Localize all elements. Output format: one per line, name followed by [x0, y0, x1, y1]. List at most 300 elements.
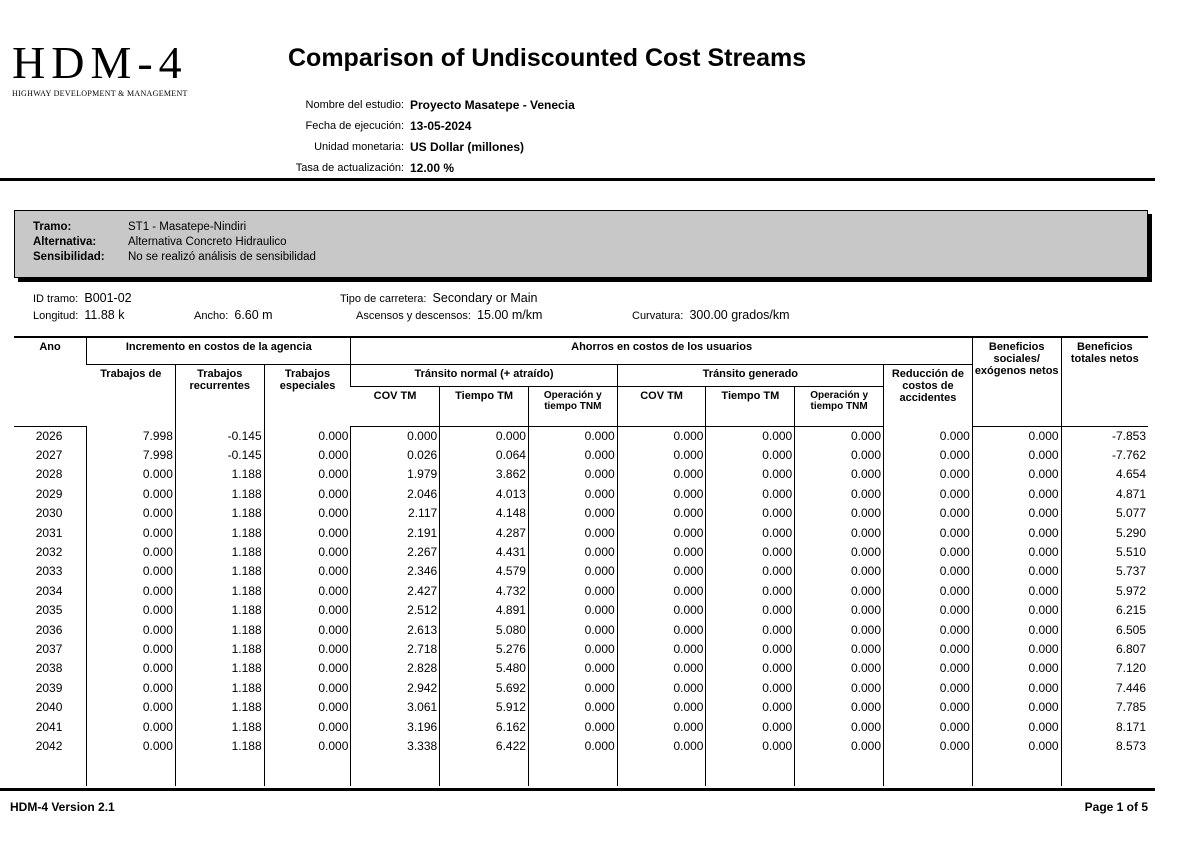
value-cell: 0.000: [706, 465, 795, 484]
sensibilidad-label: Sensibilidad:: [33, 251, 105, 263]
value-cell: 0.000: [795, 465, 884, 484]
value-cell: 0.000: [972, 639, 1061, 658]
value-cell: -7.853: [1061, 426, 1148, 445]
value-cell: 0.000: [617, 445, 706, 464]
value-cell: 0.000: [617, 523, 706, 542]
value-cell: 0.000: [528, 562, 617, 581]
value-cell: 0.000: [528, 601, 617, 620]
value-cell: 0.000: [528, 426, 617, 445]
value-cell: 0.000: [264, 484, 351, 503]
value-cell: 0.000: [528, 736, 617, 755]
value-cell: 0.000: [528, 445, 617, 464]
value-cell: 0.000: [884, 620, 973, 639]
table-row: [14, 562, 1148, 581]
value-cell: 5.077: [1061, 504, 1148, 523]
table-row: [14, 504, 1148, 523]
value-cell: 0.000: [795, 601, 884, 620]
value-cell: 4.891: [440, 601, 529, 620]
value-cell: 0.000: [617, 426, 706, 445]
value-cell: 0.000: [884, 639, 973, 658]
value-cell: 0.000: [706, 736, 795, 755]
value-cell: 4.579: [440, 562, 529, 581]
value-cell: 0.000: [972, 426, 1061, 445]
section-tramo: [33, 221, 246, 233]
year-cell: 2040: [35, 700, 63, 715]
value-cell: 0.000: [528, 717, 617, 736]
value-cell: 0.000: [706, 581, 795, 600]
meta-label: Fecha de ejecución:: [305, 119, 404, 132]
empty-cell: [351, 756, 440, 786]
value-cell: 5.912: [440, 697, 529, 716]
info-longitud: [33, 308, 124, 322]
value-cell: 0.000: [528, 697, 617, 716]
year-cell: 2034: [35, 583, 63, 598]
value-cell: 0.000: [795, 678, 884, 697]
value-cell: 4.287: [440, 523, 529, 542]
value-cell: 0.000: [795, 581, 884, 600]
info-id-tramo: [33, 291, 132, 305]
value-cell: 6.162: [440, 717, 529, 736]
value-cell: 0.000: [264, 523, 351, 542]
version-label: HDM-4 Version 2.1: [10, 800, 115, 814]
value-cell: 7.998: [87, 426, 176, 445]
col-group-agencia: Incremento en costos de la agencia: [87, 338, 351, 364]
value-cell: 0.000: [706, 697, 795, 716]
value-cell: 0.000: [87, 562, 176, 581]
value-cell: 0.000: [87, 523, 176, 542]
table-body: [14, 426, 1148, 786]
logo-subtitle: HIGHWAY DEVELOPMENT & MANAGEMENT: [12, 89, 188, 98]
value-cell: 0.000: [617, 601, 706, 620]
value-cell: 0.000: [264, 736, 351, 755]
col-header-trabajos-de: [87, 364, 176, 426]
value-cell: 0.000: [884, 523, 973, 542]
value-cell: 1.188: [175, 465, 264, 484]
year-cell: 2033: [35, 564, 63, 579]
col-header-operacion-normal: Operación y tiempo TNM: [528, 386, 617, 426]
value-cell: 0.000: [884, 736, 973, 755]
value-cell: 1.188: [175, 581, 264, 600]
empty-cell: [528, 756, 617, 786]
curvatura-value: 300.00 grados/km: [689, 308, 790, 322]
table-row: [14, 601, 1148, 620]
curvatura-label: Curvatura:: [632, 310, 684, 322]
value-cell: 1.979: [351, 465, 440, 484]
value-cell: 0.000: [617, 717, 706, 736]
value-cell: 0.000: [972, 581, 1061, 600]
value-cell: -0.145: [175, 445, 264, 464]
info-tipo-carretera: [340, 291, 537, 305]
table-row: [14, 620, 1148, 639]
col-group-transito-normal: Tránsito normal (+ atraído): [351, 364, 617, 386]
value-cell: 0.000: [884, 659, 973, 678]
value-cell: 1.188: [175, 717, 264, 736]
footer-rule: [0, 788, 1155, 791]
value-cell: 0.000: [87, 717, 176, 736]
meta-run-date: [270, 115, 575, 136]
value-cell: 0.000: [617, 678, 706, 697]
value-cell: 1.188: [175, 736, 264, 755]
value-cell: 0.000: [617, 465, 706, 484]
table-row: [14, 484, 1148, 503]
value-cell: 0.026: [351, 445, 440, 464]
page-number: Page 1 of 5: [1084, 800, 1148, 814]
value-cell: 0.000: [972, 504, 1061, 523]
value-cell: 0.064: [440, 445, 529, 464]
ancho-value: 6.60 m: [234, 308, 273, 322]
value-cell: 0.000: [528, 659, 617, 678]
table-row: [14, 639, 1148, 658]
empty-cell: [706, 756, 795, 786]
value-cell: 0.000: [972, 678, 1061, 697]
value-cell: 0.000: [884, 426, 973, 445]
meta-value: 12.00 %: [410, 160, 455, 175]
value-cell: 0.000: [884, 678, 973, 697]
value-cell: 0.000: [972, 542, 1061, 561]
value-cell: 2.942: [351, 678, 440, 697]
value-cell: 0.000: [795, 620, 884, 639]
value-cell: 0.000: [884, 445, 973, 464]
value-cell: 0.000: [264, 504, 351, 523]
value-cell: 0.000: [617, 736, 706, 755]
value-cell: 0.000: [884, 601, 973, 620]
value-cell: 0.000: [264, 562, 351, 581]
value-cell: 0.000: [884, 581, 973, 600]
col-header-cov-generado: COV TM: [617, 386, 706, 426]
value-cell: 5.276: [440, 639, 529, 658]
logo-wordmark: HDM-4: [12, 37, 188, 88]
value-cell: 1.188: [175, 504, 264, 523]
value-cell: 0.000: [87, 659, 176, 678]
value-cell: 0.000: [351, 426, 440, 445]
value-cell: 0.000: [264, 581, 351, 600]
empty-cell: [14, 756, 87, 786]
section-sensibilidad: [33, 251, 316, 263]
value-cell: 0.000: [972, 659, 1061, 678]
value-cell: 4.871: [1061, 484, 1148, 503]
meta-label: Tasa de actualización:: [295, 161, 404, 174]
value-cell: 0.000: [617, 542, 706, 561]
year-cell: 2036: [35, 622, 63, 637]
value-cell: 5.692: [440, 678, 529, 697]
value-cell: 0.000: [87, 484, 176, 503]
year-cell: 2031: [35, 525, 63, 540]
value-cell: 0.000: [972, 523, 1061, 542]
value-cell: 0.000: [617, 484, 706, 503]
year-cell: 2027: [35, 448, 63, 463]
col-header-operacion-generado: Operación y tiempo TNM: [795, 386, 884, 426]
value-cell: 2.117: [351, 504, 440, 523]
col-header-reduccion: [884, 364, 973, 426]
tipo-value: Secondary or Main: [432, 291, 538, 305]
value-cell: 0.000: [884, 542, 973, 561]
value-cell: 1.188: [175, 523, 264, 542]
value-cell: -7.762: [1061, 445, 1148, 464]
value-cell: 1.188: [175, 542, 264, 561]
year-cell: 2037: [35, 641, 63, 656]
ascensos-value: 15.00 m/km: [477, 308, 543, 322]
value-cell: -0.145: [175, 426, 264, 445]
empty-cell: [972, 756, 1061, 786]
table-row: [14, 697, 1148, 716]
value-cell: 7.998: [87, 445, 176, 464]
value-cell: 0.000: [795, 426, 884, 445]
year-cell: 2039: [35, 680, 63, 695]
empty-cell: [87, 756, 176, 786]
value-cell: 0.000: [795, 639, 884, 658]
value-cell: 0.000: [617, 581, 706, 600]
report-meta: [270, 94, 575, 178]
value-cell: 2.267: [351, 542, 440, 561]
section-info-box: [14, 210, 1148, 278]
value-cell: 0.000: [795, 717, 884, 736]
value-cell: 2.718: [351, 639, 440, 658]
table-row: [14, 445, 1148, 464]
reduccion-text: Reducción de costos de accidentes: [891, 367, 964, 404]
value-cell: 0.000: [972, 601, 1061, 620]
empty-cell: [617, 756, 706, 786]
table-row: [14, 581, 1148, 600]
value-cell: 4.431: [440, 542, 529, 561]
value-cell: 4.148: [440, 504, 529, 523]
value-cell: 0.000: [706, 620, 795, 639]
value-cell: 0.000: [264, 426, 351, 445]
empty-cell: [175, 756, 264, 786]
value-cell: 0.000: [795, 504, 884, 523]
id-label: ID tramo:: [33, 293, 79, 305]
col-header-trabajos-recurrentes: Trabajos recurrentes: [175, 364, 264, 426]
col-header-sociales: Beneficios sociales/ exógenos netos: [972, 338, 1061, 426]
value-cell: 2.191: [351, 523, 440, 542]
cost-streams-table: [14, 338, 1148, 786]
value-cell: 0.000: [706, 562, 795, 581]
value-cell: 0.000: [884, 717, 973, 736]
value-cell: 1.188: [175, 659, 264, 678]
meta-label: Nombre del estudio:: [305, 98, 404, 111]
value-cell: 8.171: [1061, 717, 1148, 736]
hdm4-logo: [12, 37, 188, 98]
value-cell: 6.505: [1061, 620, 1148, 639]
value-cell: 8.573: [1061, 736, 1148, 755]
value-cell: 2.046: [351, 484, 440, 503]
value-cell: 0.000: [706, 523, 795, 542]
table-row: [14, 678, 1148, 697]
value-cell: 1.188: [175, 620, 264, 639]
value-cell: 7.120: [1061, 659, 1148, 678]
value-cell: 5.480: [440, 659, 529, 678]
value-cell: 0.000: [87, 697, 176, 716]
value-cell: 5.290: [1061, 523, 1148, 542]
year-cell: 2032: [35, 545, 63, 560]
col-header-cov-normal: COV TM: [351, 386, 440, 426]
value-cell: 5.972: [1061, 581, 1148, 600]
value-cell: 0.000: [264, 601, 351, 620]
value-cell: 0.000: [706, 542, 795, 561]
value-cell: 0.000: [795, 697, 884, 716]
value-cell: 0.000: [617, 659, 706, 678]
value-cell: 6.215: [1061, 601, 1148, 620]
value-cell: 0.000: [528, 542, 617, 561]
value-cell: 0.000: [706, 484, 795, 503]
year-cell: 2028: [35, 467, 63, 482]
value-cell: 4.654: [1061, 465, 1148, 484]
value-cell: 4.732: [440, 581, 529, 600]
table-row: [14, 659, 1148, 678]
value-cell: 2.613: [351, 620, 440, 639]
value-cell: 0.000: [87, 678, 176, 697]
meta-value: 13-05-2024: [410, 118, 472, 133]
col-group-transito-generado: Tránsito generado: [617, 364, 883, 386]
value-cell: 2.427: [351, 581, 440, 600]
value-cell: 0.000: [795, 659, 884, 678]
col-header-tiempo-generado: Tiempo TM: [706, 386, 795, 426]
value-cell: 0.000: [617, 620, 706, 639]
value-cell: 0.000: [528, 639, 617, 658]
tramo-label: Tramo:: [33, 221, 72, 233]
year-cell: 2030: [35, 506, 63, 521]
value-cell: 2.512: [351, 601, 440, 620]
value-cell: 0.000: [617, 697, 706, 716]
value-cell: 0.000: [264, 465, 351, 484]
value-cell: 0.000: [706, 678, 795, 697]
value-cell: 0.000: [972, 697, 1061, 716]
value-cell: 2.346: [351, 562, 440, 581]
section-alternativa: [33, 236, 287, 248]
value-cell: 0.000: [528, 484, 617, 503]
col-header-tiempo-normal: Tiempo TM: [440, 386, 529, 426]
year-cell: 2029: [35, 486, 63, 501]
value-cell: 0.000: [617, 639, 706, 658]
alternativa-label: Alternativa:: [33, 236, 97, 248]
meta-discount-rate: [270, 157, 575, 178]
value-cell: 0.000: [884, 504, 973, 523]
tramo-value: ST1 - Masatepe-Nindiri: [128, 221, 247, 233]
value-cell: 2.828: [351, 659, 440, 678]
value-cell: 0.000: [795, 736, 884, 755]
value-cell: 0.000: [264, 542, 351, 561]
meta-value: Proyecto Masatepe - Venecia: [410, 97, 575, 112]
value-cell: 0.000: [972, 445, 1061, 464]
value-cell: 0.000: [440, 426, 529, 445]
value-cell: 0.000: [706, 426, 795, 445]
year-cell: 2041: [35, 719, 63, 734]
value-cell: 1.188: [175, 639, 264, 658]
value-cell: 1.188: [175, 601, 264, 620]
table-row: [14, 717, 1148, 736]
meta-study-name: [270, 94, 575, 115]
value-cell: 0.000: [972, 620, 1061, 639]
value-cell: 3.061: [351, 697, 440, 716]
value-cell: 0.000: [87, 736, 176, 755]
longitud-label: Longitud:: [33, 310, 79, 322]
tipo-label: Tipo de carretera:: [340, 293, 427, 305]
meta-label: Unidad monetaria:: [314, 140, 404, 153]
value-cell: 0.000: [87, 620, 176, 639]
value-cell: 0.000: [617, 562, 706, 581]
table-row: [14, 736, 1148, 755]
year-cell: 2042: [35, 738, 63, 753]
value-cell: 0.000: [795, 484, 884, 503]
value-cell: 1.188: [175, 484, 264, 503]
value-cell: 0.000: [617, 504, 706, 523]
value-cell: 0.000: [528, 504, 617, 523]
col-header-totales: Beneficios totales netos: [1061, 338, 1148, 426]
value-cell: 0.000: [87, 601, 176, 620]
value-cell: 0.000: [528, 523, 617, 542]
value-cell: 0.000: [264, 697, 351, 716]
col-group-usuarios: Ahorros en costos de los usuarios: [351, 338, 972, 364]
value-cell: 0.000: [972, 465, 1061, 484]
table-spacer-row: [14, 756, 1148, 786]
value-cell: 0.000: [706, 445, 795, 464]
report-title: Comparison of Undiscounted Cost Streams: [288, 44, 807, 72]
value-cell: 0.000: [972, 736, 1061, 755]
value-cell: 3.862: [440, 465, 529, 484]
value-cell: 0.000: [264, 620, 351, 639]
year-cell: 2038: [35, 661, 63, 676]
trabajos-de-text: Trabajos de: [100, 367, 162, 380]
value-cell: 6.807: [1061, 639, 1148, 658]
value-cell: 0.000: [528, 678, 617, 697]
table-row: [14, 523, 1148, 542]
info-curvatura: [632, 308, 790, 322]
value-cell: 0.000: [87, 639, 176, 658]
value-cell: 0.000: [884, 562, 973, 581]
alternativa-value: Alternativa Concreto Hidraulico: [128, 236, 287, 248]
value-cell: 0.000: [264, 445, 351, 464]
value-cell: 0.000: [87, 542, 176, 561]
value-cell: 0.000: [264, 678, 351, 697]
empty-cell: [440, 756, 529, 786]
sensibilidad-value: No se realizó análisis de sensibilidad: [128, 251, 316, 263]
value-cell: 1.188: [175, 562, 264, 581]
empty-cell: [884, 756, 973, 786]
ascensos-label: Ascensos y descensos:: [356, 310, 471, 322]
value-cell: 4.013: [440, 484, 529, 503]
empty-cell: [795, 756, 884, 786]
value-cell: 0.000: [264, 659, 351, 678]
longitud-value: 11.88 k: [84, 308, 125, 322]
empty-cell: [264, 756, 351, 786]
meta-value: US Dollar (millones): [410, 139, 525, 154]
value-cell: 0.000: [972, 717, 1061, 736]
year-cell: 2035: [35, 603, 63, 618]
value-cell: 0.000: [972, 484, 1061, 503]
table-row: [14, 465, 1148, 484]
empty-cell: [1061, 756, 1148, 786]
value-cell: 0.000: [528, 465, 617, 484]
ancho-label: Ancho:: [194, 310, 229, 322]
value-cell: 0.000: [884, 697, 973, 716]
value-cell: 0.000: [795, 445, 884, 464]
meta-currency: [270, 136, 575, 157]
table-row: [14, 542, 1148, 561]
value-cell: 7.446: [1061, 678, 1148, 697]
value-cell: 0.000: [884, 484, 973, 503]
value-cell: 0.000: [795, 523, 884, 542]
value-cell: 0.000: [706, 601, 795, 620]
value-cell: 0.000: [528, 620, 617, 639]
value-cell: 5.510: [1061, 542, 1148, 561]
value-cell: 5.080: [440, 620, 529, 639]
value-cell: 0.000: [87, 581, 176, 600]
value-cell: 0.000: [264, 639, 351, 658]
value-cell: 0.000: [972, 562, 1061, 581]
col-header-ano: Ano: [14, 338, 87, 426]
value-cell: 5.737: [1061, 562, 1148, 581]
value-cell: 3.196: [351, 717, 440, 736]
value-cell: 0.000: [706, 659, 795, 678]
